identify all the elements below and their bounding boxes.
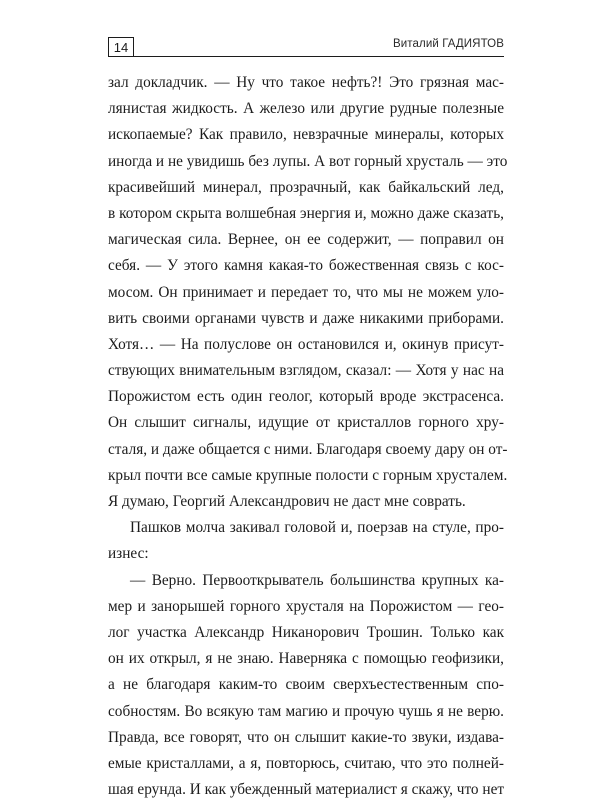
text-line: Порожистом есть один геолог, который вроде экстрасенса.	[108, 388, 504, 406]
text-line: лог участка Александр Никанорович Трошин. Только как	[108, 623, 504, 641]
text-line: красивейший минерал, прозрачный, как байкальский лед,	[108, 178, 504, 196]
text-line: ископаемые? Как правило, невзрачные минералы, которых	[108, 126, 504, 144]
header-rule	[134, 56, 504, 57]
text-line: ствующих внимательным взглядом, сказал: — Хотя у нас на	[108, 362, 504, 380]
text-line: мер и занорышей горного хрусталя на Порожистом — гео-	[108, 597, 504, 615]
text-line: магическая сила. Вернее, он ее содержит, — поправил он	[108, 231, 504, 249]
text-line: Он слышит сигналы, идущие от кристаллов горного хру-	[108, 414, 504, 432]
text-line: лянистая жидкость. А железо или другие рудные полезные	[108, 100, 504, 118]
text-line: иногда и не увидишь без лупы. А вот горный хрусталь — это	[108, 152, 508, 170]
text-line: зал докладчик. — Ну что такое нефть?! Это грязная мас-	[108, 74, 504, 91]
page-number: 14	[108, 37, 134, 57]
text-line: шая ерунда. И как убежденный материалист я скажу, что нет	[108, 781, 505, 799]
text-line: изнес:	[108, 545, 149, 563]
page-header	[108, 37, 504, 59]
text-line: собностям. Во всякую там магию и прочую чушь я не верю.	[108, 702, 504, 720]
text-line: емые кристаллами, а я, повторюсь, считаю, что это полней-	[108, 754, 504, 772]
text-line: он их открыл, я не знаю. Наверняка с помощью геофизики,	[108, 650, 504, 668]
text-line: вить своими органами чувств и даже никакими приборами.	[108, 309, 504, 327]
text-line: сталя, и даже общается с ними. Благодаря своему дару он от-	[108, 440, 508, 458]
text-line: а не благодаря каким-то своим сверхъестественным спо-	[108, 676, 504, 694]
text-line: мосом. Он принимает и передает то, что мы не можем уло-	[108, 283, 504, 301]
text-line-paragraph-start: — Верно. Первооткрыватель большинства крупных ка-	[130, 571, 504, 589]
text-line: Хотя… — На полуслове он остановился и, окинув присут-	[108, 335, 504, 353]
text-line: Я думаю, Георгий Александрович не даст мне соврать.	[108, 493, 466, 510]
text-line: Правда, все говорят, что он слышит какие-то звуки, издава-	[108, 728, 504, 746]
text-line: себя. — У этого камня какая-то божественная связь с кос-	[108, 257, 504, 275]
text-line: крыл почти все самые крупные полости с горным хрусталем.	[108, 466, 508, 484]
running-head: Виталий ГАДИЯТОВ	[393, 38, 504, 50]
body-text	[108, 70, 508, 803]
text-line: в котором скрыта волшебная энергия и, можно даже сказать,	[108, 204, 504, 222]
text-line-paragraph-start: Пашков молча закивал головой и, поерзав на стуле, про-	[130, 519, 504, 537]
